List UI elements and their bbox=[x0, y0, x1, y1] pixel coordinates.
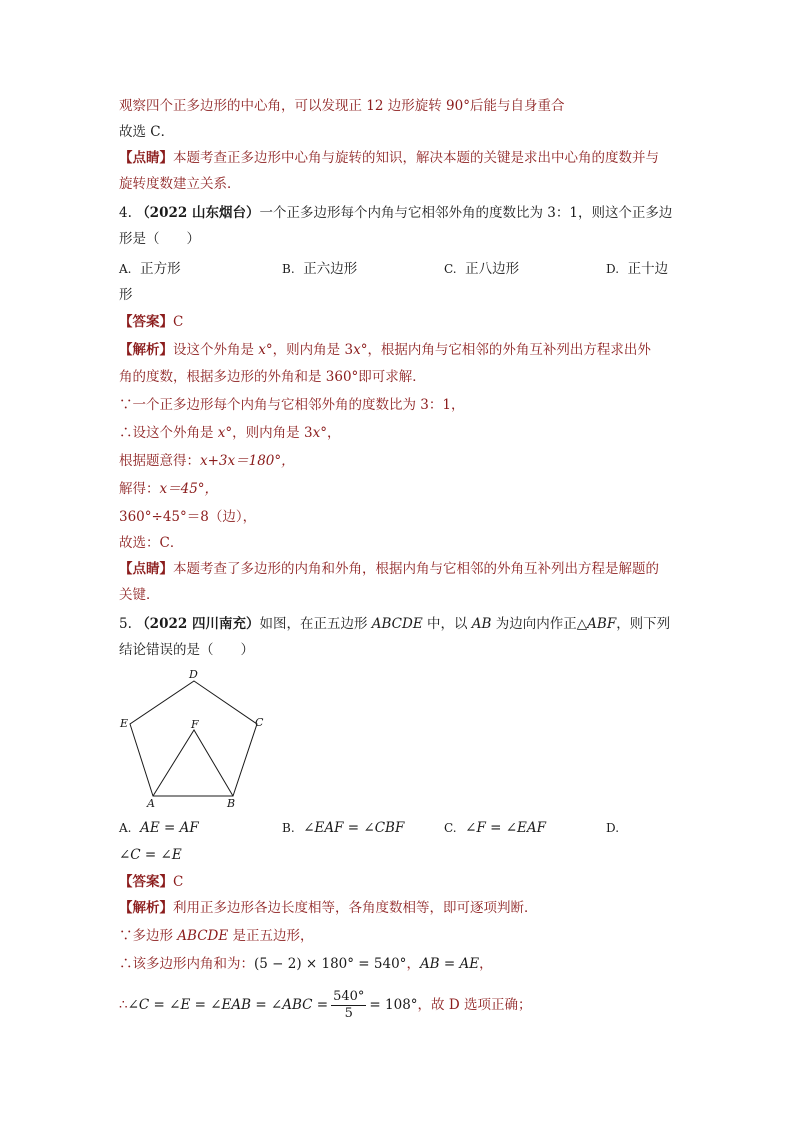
label-E: E bbox=[120, 717, 129, 730]
triangle-abf bbox=[153, 730, 233, 796]
label-A: A bbox=[147, 797, 155, 810]
q4-solve: 解得：x＝45°， bbox=[119, 481, 219, 497]
q5-option-c: C. ∠F = ∠EAF bbox=[444, 820, 547, 836]
pentagon-figure bbox=[115, 664, 275, 814]
answer-value: C bbox=[173, 874, 184, 890]
q5-because: ∵多边形 ABCDE 是正五边形， bbox=[119, 928, 314, 944]
q5-option-b: B. ∠EAF = ∠CBF bbox=[282, 820, 405, 836]
q4-option-b: B. 正六边形 bbox=[282, 261, 358, 277]
q4-jiexi-2: 角的度数，根据多边形的外角和是 360°即可求解． bbox=[119, 369, 426, 385]
q5-answer bbox=[119, 872, 183, 892]
prev-dianjing-2: 旋转度数建立关系． bbox=[119, 176, 241, 192]
q4-option-d: D. 正十边 bbox=[606, 261, 669, 277]
prev-choose: 故选 C． bbox=[119, 124, 175, 140]
q5-jiexi: 【解析】利用正多边形各边长度相等，各角度数相等，即可逐项判断． bbox=[119, 900, 538, 916]
q5-therefore-2: ∴∠C = ∠E = ∠EAB = ∠ABC = $\frac{540^\circ}{5}$ = 108°，故 D 选项正确； bbox=[119, 989, 532, 1021]
q4-stem-line-2: 形是（ ） bbox=[119, 231, 200, 247]
q4-therefore: ∴设这个外角是 x°，则内角是 3x°， bbox=[119, 425, 341, 441]
q4-equation: 根据题意得：x+3x＝180°， bbox=[119, 453, 295, 469]
q4-dianjing: 【点睛】本题考查了多边形的内角和外角，根据内角与它相邻的外角互补列出方程是解题的 bbox=[119, 561, 659, 577]
q5-option-d: D. bbox=[606, 821, 620, 835]
jiexi-label: 【解析】 bbox=[119, 900, 173, 916]
label-C: C bbox=[255, 716, 264, 729]
label-F: F bbox=[191, 718, 199, 731]
answer-label: 【答案】 bbox=[119, 314, 173, 330]
q4-because: ∵一个正多边形每个内角与它相邻外角的度数比为 3：1， bbox=[119, 397, 465, 413]
dianjing-label: 【点睛】 bbox=[119, 561, 173, 577]
q4-option-c: C. 正八边形 bbox=[444, 261, 520, 277]
label-B: B bbox=[227, 797, 236, 810]
prev-dianjing: 【点睛】本题考查正多边形中心角与旋转的知识，解决本题的关键是求出中心角的度数并与 bbox=[119, 150, 659, 166]
dianjing-label: 【点睛】 bbox=[119, 150, 173, 166]
q5-therefore-1: ∴该多边形内角和为：(5 − 2) × 180° = 540°，AB = AE， bbox=[119, 956, 493, 972]
question-source: （2022 山东烟台） bbox=[136, 205, 260, 221]
q5-stem-line-2: 结论错误的是（ ） bbox=[119, 642, 254, 658]
question-number: 4. bbox=[119, 205, 132, 221]
label-D: D bbox=[189, 668, 198, 681]
q4-dianjing-2: 关键． bbox=[119, 587, 160, 603]
q4-stem-line-1: 4. （2022 山东烟台）一个正多边形每个内角与它相邻外角的度数比为 3：1，则这个正多边 bbox=[119, 205, 673, 221]
q5-option-a: A. AE = AF bbox=[119, 820, 199, 836]
answer-value: C bbox=[173, 314, 184, 330]
prev-text-1: 观察四个正多边形的中心角，可以发现正 12 边形旋转 90°后能与自身重合 bbox=[119, 98, 565, 114]
prev-line-1 bbox=[119, 96, 564, 116]
pentagon-abcde bbox=[130, 681, 257, 796]
q4-answer bbox=[119, 312, 183, 332]
q5-stem-line-1: 5. （2022 四川南充）如图，在正五边形 ABCDE 中，以 AB 为边向内作正△ABF，则下列 bbox=[119, 616, 671, 632]
q4-option-a: A. 正方形 bbox=[119, 261, 181, 277]
question-source: （2022 四川南充） bbox=[136, 616, 260, 632]
q5-option-d-wrap: ∠C = ∠E bbox=[119, 847, 182, 863]
fraction-540-over-5: $\frac{540^\circ}{5}$ bbox=[333, 989, 365, 1021]
question-number: 5. bbox=[119, 616, 132, 632]
q4-option-d-wrap: 形 bbox=[119, 287, 133, 303]
jiexi-label: 【解析】 bbox=[119, 342, 173, 358]
q4-jiexi-1: 【解析】设这个外角是 x°，则内角是 3x°，根据内角与它相邻的外角互补列出方程求出外 bbox=[119, 342, 651, 358]
q4-choose: 故选：C． bbox=[119, 535, 184, 551]
answer-label: 【答案】 bbox=[119, 874, 173, 890]
q4-division: 360°÷45°＝8（边）， bbox=[119, 509, 257, 525]
